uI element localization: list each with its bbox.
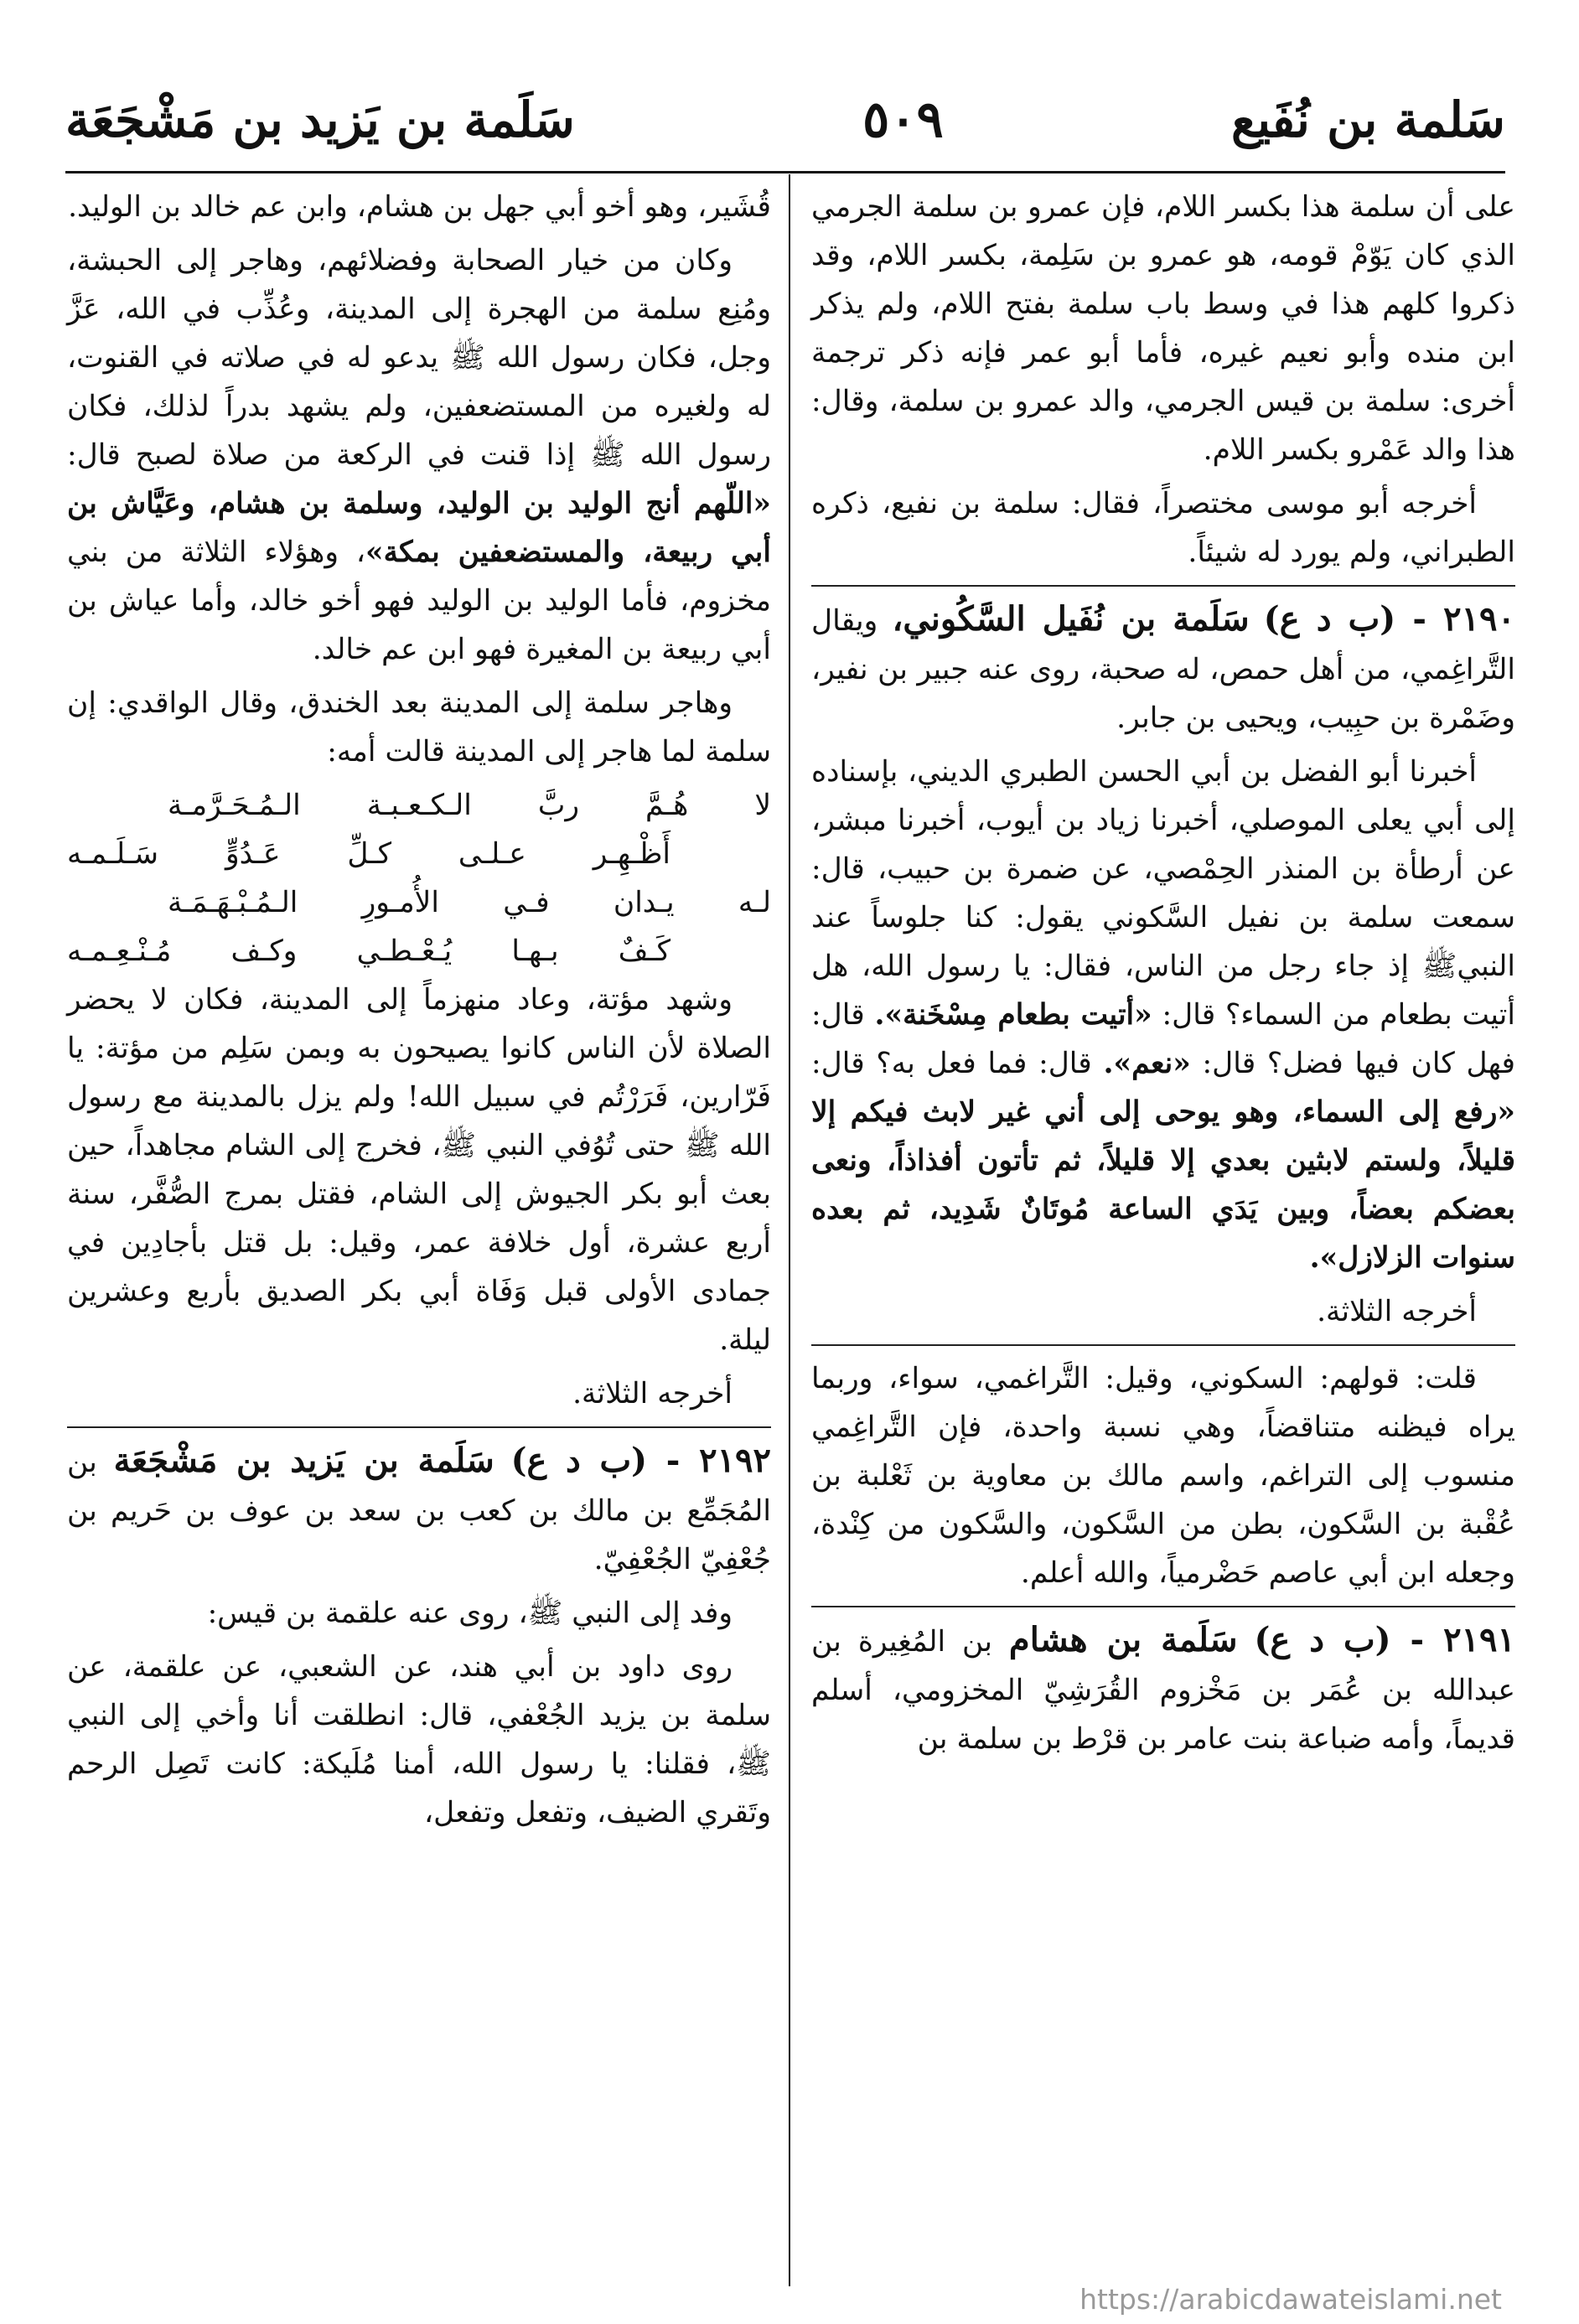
- paragraph: على أن سلمة هذا بكسر اللام، فإن عمرو بن سلمة الجرمي الذي كان يَوّمْ قومه، هو عمرو بن سَلِمة، بكسر اللام، وقد ذكروا كلهم هذا في وسط باب سلمة بفتح اللام، ولم يذكر ابن منده وأبو نعيم غيره، فأما أبو عمر فإنه ذكر ترجمة أخرى: سلمة بن قيس الجرمي، والد عمرو بن سلمة، وقال: هذا والد عَمْرو بكسر اللام.: [811, 190, 1515, 467]
- poem-line: أَظْـهِـر عـلـى كـلِّ عَـدُوٍّ سَـلَـمـه: [67, 837, 670, 871]
- entry-2192: [67, 1426, 771, 1584]
- source-watermark: https://arabicdawateislami.net: [1079, 2283, 1502, 2316]
- poem: [67, 781, 771, 976]
- narration-text: قال: فما فعل به؟ قال:: [811, 1047, 1104, 1080]
- page-header: [65, 74, 1505, 166]
- column-divider: [789, 174, 790, 2286]
- poem-line: كَـفٌ بـهـا يُـعْـطـي وكـف مُـنْـعِـمـه: [67, 934, 670, 968]
- hadith-text: «أتيت بطعام مِسْخَنة».: [874, 998, 1152, 1032]
- narration-text: قال: فهل كان فيها فضل؟ قال:: [811, 998, 1515, 1080]
- narration-text: ، وهؤلاء الثلاثة من بني مخزوم، فأما الوليد بن الوليد فهو أخو خالد، وأما عياش بن أبي ربيعة بن المغيرة فهو ابن عم خالد.: [67, 536, 771, 666]
- narration-text: أخبرنا أبو الفضل بن أبي الحسن الطبري الديني، بإسناده إلى أبي يعلى الموصلي، أخبرنا زياد بن أيوب، أخبرنا مبشر، عن أرطأة بن المنذر الحِمْصي، عن ضمرة بن حبيب، قال: سمعت سلمة بن نفيل السَّكوني يقول: كنا جلوساً عند النبيﷺ إذ جاء رجل من الناس، فقال: يا رسول الله، هل أتيت بطعام من السماء؟ قال:: [811, 755, 1515, 1032]
- entry-text: بن المُغِيرة بن عبدالله بن عُمَر بن مَخْزوم القُرَشِيّ المخزومي، أسلم قديماً، وأمه ضباعة بنت عامر بن قرْط بن سلمة بن: [811, 1625, 1515, 1756]
- paragraph: روى داود بن أبي هند، عن الشعبي، عن علقمة، عن سلمة بن يزيد الجُعْفي، قال: انطلقت أنا وأخي إلى النبي ﷺ، فقلنا: يا رسول الله، أمنا مُلَيكة: كانت تَصِل الرحم وتَقري الضيف، وتفعل وتفعل،: [67, 1650, 771, 1830]
- entry-2190: [811, 585, 1515, 743]
- entry-text: بن المُجَمِّع بن مالك بن كعب بن سعد بن عوف بن حَريم بن جُعْفِيّ الجُعْفِيّ.: [67, 1446, 772, 1576]
- entry-number: ٢١٩١ - (ب د ع): [1254, 1620, 1515, 1659]
- narration-text: وكان من خيار الصحابة وفضلائهم، وهاجر إلى الحبشة، ومُنِع سلمة من الهجرة إلى المدينة، وعُذِّب في الله، عَزَّ وجل، فكان رسول الله ﷺ يدعو له في صلاته في القنوت، له ولغيره من المستضعفين، ولم يشهد بدراً لذلك، فكان رسول الله ﷺ إذا قنت في الركعة من صلاة لصبح قال:: [67, 244, 771, 472]
- running-title-left: سَلَمة بن يَزيد بن مَشْجَعَة: [65, 91, 575, 148]
- paragraph: قُشَير، وهو أخو أبي جهل بن هشام، وابن عم خالد بن الوليد.: [68, 190, 771, 224]
- paragraph: أخرجه أبو موسى مختصراً، فقال: سلمة بن نفيع، ذكره الطبراني، ولم يورد له شيئاً.: [811, 487, 1515, 569]
- entry-text: ويقال التَّراغِمي، من أهل حمص، له صحبة، روى عنه جبير بن نفير، وضَمْرة بن حبِيب، ويحيى بن جابر.: [811, 604, 1515, 735]
- paragraph: قلت: قولهم: السكوني، وقيل: التَّراغمي، سواء، وربما يراه فيظنه متناقضاً، وهي نسبة واحدة، فإن التَّراغِمي منسوب إلى التراغم، واسم مالك بن معاوية بن ثَعْلبة بن عُقْبة بن السَّكون، بطن من السَّكون، والسَّكون من كِنْدة، وجعله ابن أبي عاصم حَضْرمياً، والله أعلم.: [811, 1344, 1515, 1597]
- running-title-right: سَلمة بن نُفَيع: [1231, 91, 1505, 148]
- header-rule: [65, 171, 1505, 173]
- paragraph: [811, 748, 1515, 1282]
- paragraph: وفد إلى النبي ﷺ، روى عنه علقمة بن قيس:: [207, 1597, 733, 1630]
- entry-name: سَلَمة بن هشام: [1008, 1620, 1238, 1659]
- paragraph: [67, 236, 771, 674]
- paragraph: وشهد مؤتة، وعاد منهزماً إلى المدينة، فكان لا يحضر الصلاة لأن الناس كانوا يصيحون به وبمن سَلِم من مؤتة: يا فَرّارين، فَرَرْتُم في سبيل الله! ولم يزل بالمدينة مع رسول الله ﷺ حتى تُوُفي النبي ﷺ، فخرج إلى الشام مجاهداً، حين بعث أبو بكر الجيوش إلى الشام، فقتل بمرج الصُّفَّر، سنة أربع عشرة، أول خلافة عمر، وقيل: بل قتل بأجادِين في جمادى الأولى قبل وَفَاة أبي بكر الصديق بأربع وعشرين ليلة.: [67, 983, 771, 1357]
- paragraph: أخرجه الثلاثة.: [572, 1377, 733, 1410]
- hadith-text: «اللّهم أنج الوليد بن الوليد، وسلمة بن هشام، وعَيَّاش بن أبي ربيعة، والمستضعفين بمكة»: [67, 487, 771, 569]
- entry-name: سَلَمة بن يَزيد بن مَشْجَعَة: [113, 1441, 494, 1480]
- hadith-text: «نعم».: [1103, 1047, 1191, 1080]
- entry-2191: [811, 1606, 1515, 1763]
- right-column: [811, 183, 1515, 1768]
- entry-name: سَلَمة بن نُفَيل السَّكُوني،: [892, 599, 1250, 639]
- page-number: ٥٠٩: [862, 91, 944, 149]
- hadith-text: «رفع إلى السماء، وهو يوحى إلى أني غير لابث فيكم إلا قليلاً، ولستم لابثين بعدي إلا قليلاً، ثم تأتون أفذاذاً، ونعى بعضكم بعضاً، وبين يَدَي الساعة مُوتَانٌ شَدِيد، ثم بعده سنوات الزلازل».: [811, 1095, 1515, 1275]
- poem-line: لـه يـدان فـي الأُمـورِ الـمُـبْـهَـمَـة: [168, 886, 771, 919]
- left-column: [67, 183, 771, 1842]
- paragraph: أخرجه الثلاثة.: [1317, 1295, 1477, 1328]
- poem-line: لا هُـمَّ ربَّ الـكـعـبـة الـمُـحَـرَّمـة: [168, 789, 771, 822]
- entry-number: ٢١٩٢ - (ب د ع): [510, 1441, 772, 1480]
- entry-number: ٢١٩٠ - (ب د ع): [1263, 599, 1516, 639]
- paragraph: وهاجر سلمة إلى المدينة بعد الخندق، وقال الواقدي: إن سلمة لما هاجر إلى المدينة قالت أمه:: [67, 686, 771, 769]
